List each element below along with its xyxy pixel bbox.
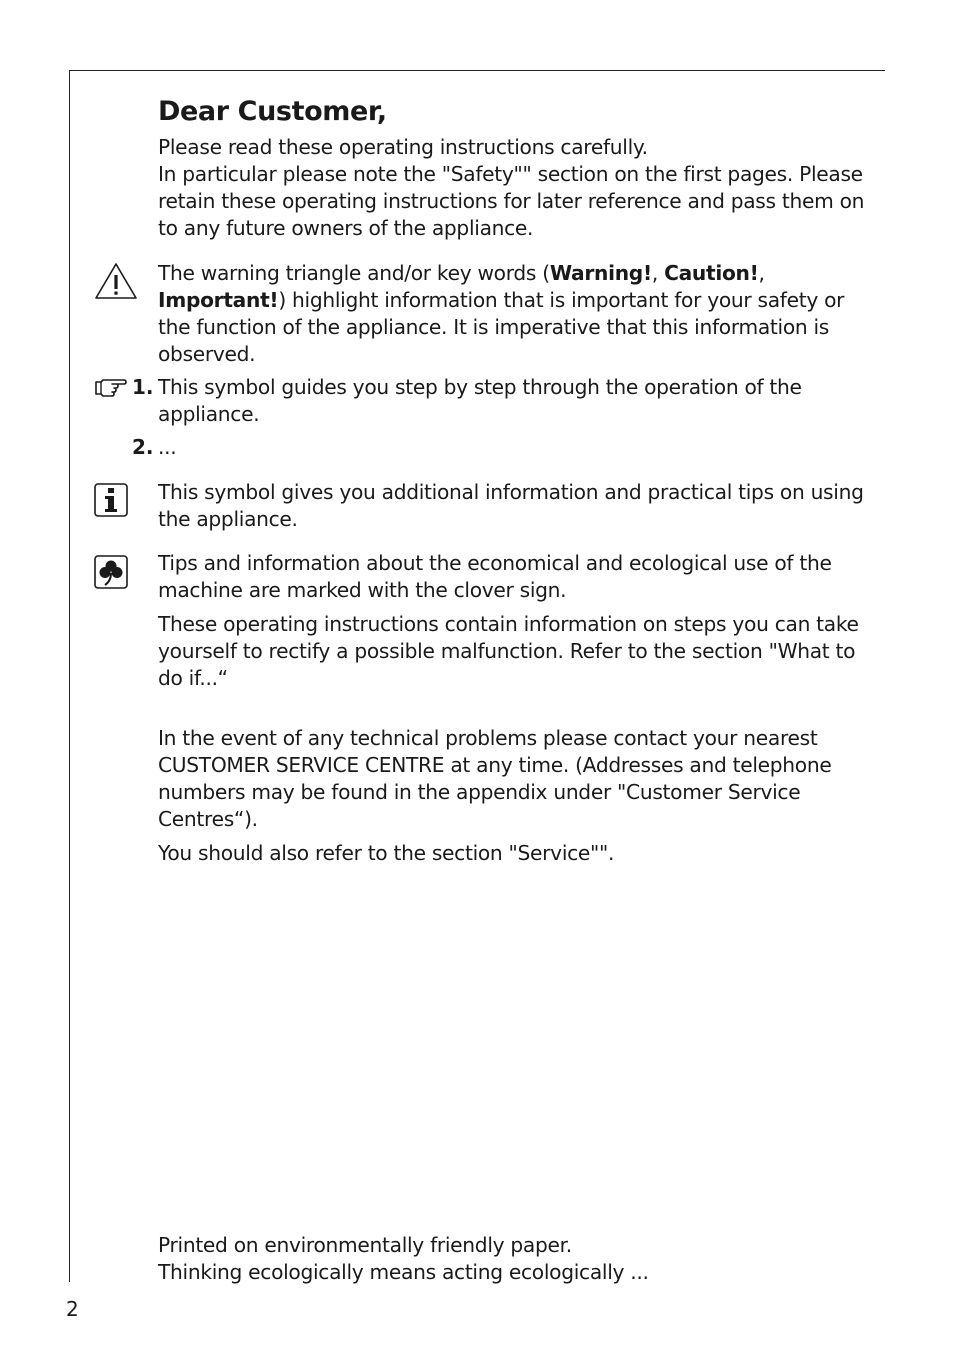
info-icon (94, 483, 128, 517)
keyword-warning: Warning! (549, 261, 652, 285)
warning-triangle-icon (94, 262, 138, 300)
footer-line-2: Thinking ecologically means acting ecologically ... (158, 1260, 649, 1284)
page-title: Dear Customer, (158, 96, 387, 127)
footer-line-1: Printed on environmentally friendly paper. (158, 1233, 572, 1257)
keyword-important: Important! (158, 288, 279, 312)
step-number-2: 2. (132, 435, 154, 459)
info-tip-text: This symbol gives you additional information and practical tips on using the appliance. (158, 480, 864, 531)
warning-text-pre: The warning triangle and/or key words ( (158, 261, 550, 285)
warning-paragraph: The warning triangle and/or key words (Warning!, Caution!, Important!) highlight information that is important for your safety or the function of the appliance. It is imperative that this information is observed. (158, 261, 845, 366)
intro-paragraph (158, 134, 870, 242)
footer-note (158, 1232, 870, 1286)
page-number: 2 (66, 1297, 79, 1321)
service-reference-paragraph: You should also refer to the section "Service"". (158, 841, 615, 865)
step-number-1: 1. (132, 375, 154, 399)
intro-line-2: In particular please note the "Safety"" section on the first pages. Please retain these operating instructions for later reference and pass them on to any future owners of the appliance. (158, 162, 865, 240)
step-1-text: This symbol guides you step by step through the operation of the appliance. (158, 375, 802, 426)
service-contact-paragraph: In the event of any technical problems please contact your nearest CUSTOMER SERVICE CENTRE at any time. (Addresses and telephone numbers may be found in the appendix under "Customer Service Centres“). (158, 726, 832, 831)
keyword-caution: Caution! (664, 261, 759, 285)
intro-line-1: Please read these operating instructions carefully. (158, 135, 648, 159)
eco-tip-text: Tips and information about the economical and ecological use of the machine are marked with the clover sign. (158, 551, 832, 602)
warning-text-post: ) highlight information that is important for your safety or the function of the appliance. It is imperative that this information is observed. (158, 288, 845, 366)
clover-icon (94, 555, 128, 589)
top-rule (69, 70, 885, 71)
pointing-hand-icon (94, 376, 128, 398)
malfunction-paragraph: These operating instructions contain information on steps you can take yourself to rectify a possible malfunction. Refer to the section "What to do if...“ (158, 612, 859, 690)
left-rule (69, 70, 70, 1282)
step-2-text: ... (158, 435, 177, 459)
